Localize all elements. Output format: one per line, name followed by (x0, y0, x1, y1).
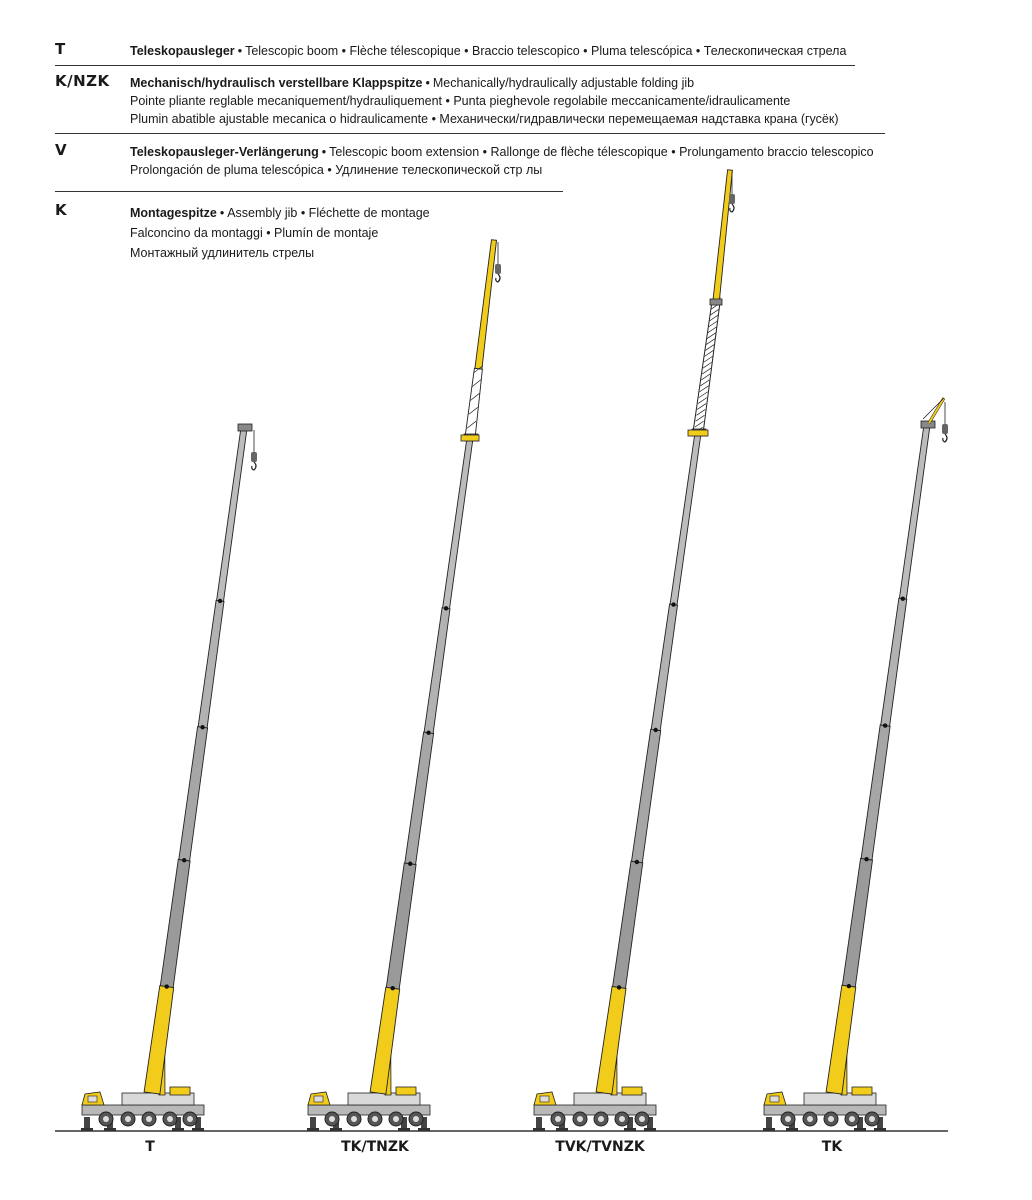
crane-caption-tk: TK (821, 1139, 843, 1155)
wheel-hub (577, 1116, 583, 1122)
boom-section (826, 985, 856, 1094)
hook-block (495, 264, 501, 274)
wheel-hub (555, 1116, 561, 1122)
crane-cab (622, 1087, 642, 1095)
legend-description: Teleskopausleger • Telescopic boom • Flèche télescopique • Braccio telescopico • Pluma telescópica • Телескопическая стрела (130, 44, 847, 58)
wheel-hub (329, 1116, 335, 1122)
lattice-brace (467, 421, 476, 428)
hook (496, 274, 500, 282)
boom-section (443, 438, 473, 609)
cab-window (770, 1096, 779, 1102)
lattice-brace (700, 386, 709, 392)
wheel-hub (413, 1116, 419, 1122)
wheel-hub (828, 1116, 834, 1122)
lattice-brace (705, 345, 714, 351)
section-joint (182, 858, 186, 862)
extension-connector (688, 430, 708, 436)
boom-section (651, 604, 677, 731)
outrigger-pad (398, 1128, 410, 1131)
lattice-brace (698, 398, 707, 404)
legend-line: Монтажный удлинитель стрелы (130, 246, 315, 260)
outrigger-pad (81, 1128, 93, 1131)
boom-extension-lattice (693, 302, 720, 434)
legend-line: Mechanically/hydraulically adjustable folding jib (432, 76, 695, 90)
hook (730, 204, 734, 212)
wheel-hub (103, 1116, 109, 1122)
boom-section (632, 729, 661, 863)
section-joint (165, 984, 169, 988)
legend-description: Teleskopausleger-Verlängerung • Telescopic boom extension • Rallonge de flèche télescopique • Prolungamento braccio telescopico Prolongación de pluma telescópica • Удлинение телескопической стр лы (130, 145, 874, 177)
section-joint (901, 596, 905, 600)
lattice-brace (709, 315, 718, 321)
cab-window (314, 1096, 323, 1102)
legend-description: Montagespitze • Assembly jib • Fléchette de montage Falconcino da montaggi • Plumín de montaje Монтажный удлинитель стрелы (130, 206, 430, 260)
crane-t (81, 424, 257, 1131)
legend-name: Teleskopausleger-Verlängerung (130, 145, 319, 159)
boom-section (881, 598, 907, 726)
wheel-hub (849, 1116, 855, 1122)
crane-cab (852, 1087, 872, 1095)
legend-line: Assembly jib • Fléchette de montage (227, 206, 430, 220)
section-joint (864, 857, 868, 861)
crane-caption-tvk-tvnzk: TVK/TVNZK (555, 1139, 645, 1155)
section-joint (847, 984, 851, 988)
outrigger-pad (763, 1128, 775, 1131)
hook-block (942, 424, 948, 434)
outrigger-pad (330, 1128, 342, 1131)
section-joint (883, 723, 887, 727)
boom-section (179, 727, 208, 861)
legend-code: K/NZK (55, 72, 110, 90)
hook (252, 462, 256, 470)
boom-section (670, 433, 701, 605)
crane-tk-tnzk (307, 240, 501, 1131)
cab-window (540, 1096, 549, 1102)
section-joint (617, 985, 621, 989)
wheel-hub (187, 1116, 193, 1122)
outrigger-pad (874, 1128, 886, 1131)
boom-section (424, 608, 450, 734)
folding-jib (475, 240, 497, 369)
wheel-hub (167, 1116, 173, 1122)
outrigger-pad (533, 1128, 545, 1131)
folding-jib (713, 170, 733, 303)
legend-name: Teleskopausleger (130, 44, 235, 58)
outrigger-pad (644, 1128, 656, 1131)
boom-section (861, 725, 890, 860)
outrigger-pad (104, 1128, 116, 1131)
boom-head (238, 424, 252, 431)
lattice-brace (696, 415, 705, 421)
lattice-brace (706, 339, 715, 345)
legend-name: Mechanisch/hydraulisch verstellbare Klappspitze (130, 76, 423, 90)
lattice-brace (703, 362, 712, 368)
outrigger-pad (418, 1128, 430, 1131)
lattice-brace (705, 350, 714, 356)
wheel-hub (598, 1116, 604, 1122)
wheel-hub (785, 1116, 791, 1122)
boom-section (405, 732, 434, 864)
boom-section (386, 863, 416, 989)
legend-code: T (55, 40, 66, 58)
lattice-brace (697, 404, 706, 410)
lattice-brace (472, 380, 481, 387)
legend-line: Plumin abatible ajustable mecanica o hidraulicamente • Механически/гидравлически перемещаемая надставка крана (гусёк) (130, 112, 839, 126)
outrigger-jack (84, 1117, 90, 1129)
crane-tk (763, 398, 948, 1131)
legend-name: Montagespitze (130, 206, 217, 220)
section-joint (200, 725, 204, 729)
legend-line: Prolongación de pluma telescópica • Удлинение телескопической стр лы (130, 163, 543, 177)
lattice-brace (708, 327, 717, 333)
outrigger-pad (854, 1128, 866, 1131)
legend-line: Telescopic boom • Flèche télescopique • Braccio telescopico • Pluma telescópica • Телескопическая стрела (245, 44, 847, 58)
crane-tvk-tvnzk (533, 170, 735, 1131)
wheel-hub (125, 1116, 131, 1122)
lattice-brace (709, 321, 718, 327)
outrigger-pad (172, 1128, 184, 1131)
jib-connector (461, 435, 479, 441)
lattice-brace (701, 374, 710, 380)
lattice-brace (704, 356, 713, 362)
lattice-brace (699, 392, 708, 398)
section-joint (408, 862, 412, 866)
section-joint (654, 728, 658, 732)
outrigger-jack (310, 1117, 316, 1129)
boom-section (198, 600, 224, 728)
lattice-brace (469, 407, 478, 414)
legend-line: Telescopic boom extension • Rallonge de flèche télescopique • Prolungamento braccio telescopico (329, 145, 874, 159)
boom-section (596, 986, 626, 1094)
legend-code: V (55, 141, 68, 159)
hook-block (729, 194, 735, 204)
outrigger-pad (307, 1128, 319, 1131)
wheel-hub (351, 1116, 357, 1122)
jib-connector (710, 299, 722, 305)
outrigger-jack (766, 1117, 772, 1129)
legend-code: K (55, 201, 68, 219)
outrigger-jack (536, 1117, 542, 1129)
wheel-hub (146, 1116, 152, 1122)
lattice-brace (695, 421, 704, 427)
wheel-hub (639, 1116, 645, 1122)
crane-caption-t: T (145, 1139, 155, 1155)
section-joint (391, 986, 395, 990)
outrigger-pad (786, 1128, 798, 1131)
outrigger-pad (624, 1128, 636, 1131)
boom-section (899, 425, 930, 600)
crane-cab (170, 1087, 190, 1095)
hook (943, 434, 947, 442)
lattice-brace (471, 393, 480, 400)
section-joint (635, 860, 639, 864)
lattice-brace (707, 333, 716, 339)
section-joint (671, 602, 675, 606)
wheel-hub (807, 1116, 813, 1122)
lattice-brace (700, 380, 709, 386)
hook-block (251, 452, 257, 462)
boom-section (370, 987, 400, 1094)
crane-caption-tk-tnzk: TK/TNZK (341, 1139, 409, 1155)
wheel-hub (393, 1116, 399, 1122)
boom-section (144, 986, 174, 1095)
crane-cab (396, 1087, 416, 1095)
boom-section (842, 858, 872, 987)
outrigger-pad (192, 1128, 204, 1131)
boom-section (217, 428, 247, 602)
outrigger-pad (556, 1128, 568, 1131)
section-joint (444, 606, 448, 610)
boom-section (160, 859, 190, 987)
boom-section (613, 861, 643, 988)
wheel-hub (619, 1116, 625, 1122)
lattice-brace (696, 409, 705, 415)
lattice-brace (702, 368, 711, 374)
section-joint (218, 599, 222, 603)
lattice-brace (710, 309, 719, 315)
legend-line: Falconcino da montaggi • Plumín de montaje (130, 226, 379, 240)
legend-description: Mechanisch/hydraulisch verstellbare Klappspitze • Mechanically/hydraulically adjustable folding jib Pointe pliante reglable mecaniquement/hydrauliquement • Punta pieghevole regolabile meccanicamente/idraulicamente Plumin abatible ajustable mecanica o hidraulicamente • Механически/гидравлически перемещаемая надставка крана (гусёк) (130, 76, 839, 126)
wheel-hub (372, 1116, 378, 1122)
cab-window (88, 1096, 97, 1102)
section-joint (426, 731, 430, 735)
legend-line: Pointe pliante reglable mecaniquement/hydrauliquement • Punta pieghevole regolabile meccanicamente/idraulicamente (130, 94, 791, 108)
wheel-hub (869, 1116, 875, 1122)
